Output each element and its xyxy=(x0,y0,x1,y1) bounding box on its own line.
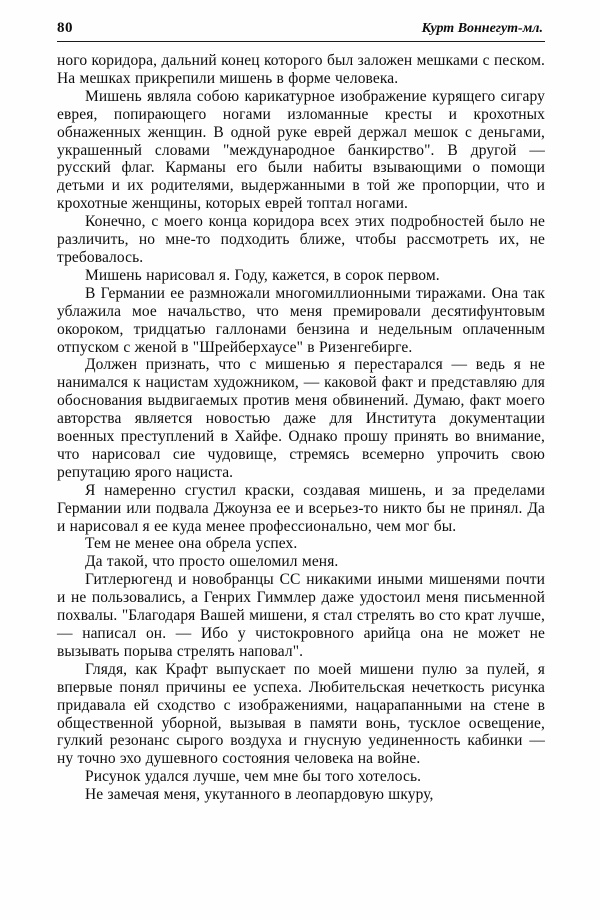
paragraph: В Германии ее размножали многомиллионными тиражами. Она так ублажила мое начальство, что меня премировали десятифунтовым окороком, тридцатью галлонами бензина и недельным оплаченным отпуском с женой в "Шрейберхаусе" в Ризенгебирге. xyxy=(57,284,545,356)
paragraph: Да такой, что просто ошеломил меня. xyxy=(85,553,339,571)
page-number: 80 xyxy=(57,20,73,36)
page-header xyxy=(57,20,545,37)
paragraph: Глядя, как Крафт выпускает по моей мишени пулю за пулей, я впервые понял причины ее успеха. Любительская нечеткость рисунка придавала ей сходство с изображениями, нацарапанными на стене в общественной уборной, вызывая в памяти вонь, тусклое освещение, гулкий резонанс сырого воздуха и гнусную уединенность кабинки — ну точно эхо душевного состояния человека на войне. xyxy=(57,660,545,768)
paragraph: Я намеренно сгустил краски, создавая мишень, и за пределами Германии или подвала Джоунза ее и всерьез-то никто бы не принял. Да и нарисовал я ее куда менее профессионально, чем мог бы. xyxy=(57,481,545,535)
header-rule xyxy=(57,41,545,42)
running-title: Курт Воннегут-мл. xyxy=(421,21,543,36)
paragraph: Тем не менее она обрела успех. xyxy=(85,535,298,553)
paragraph: Мишень являла собою карикатурное изображение курящего сигару еврея, попирающего ногами изломанные кресты и крохотных обнаженных женщин. В одной руке еврей держал мешок с деньгами, украшенный словами "международное банкирство". В другой — русский флаг. Карманы его были набиты взывающими о помощи детьми и их родителями, выдержанными в той же пропорции, что и крохотные женщины, которых еврей топтал ногами. xyxy=(57,87,545,213)
paragraph: Конечно, с моего конца коридора всех этих подробностей было не различить, но мне-то подходить ближе, чтобы рассмотреть их, не требовалось. xyxy=(57,213,545,266)
body-text xyxy=(57,52,545,804)
paragraph: Мишень нарисовал я. Году, кажется, в сорок первом. xyxy=(85,266,440,284)
paragraph: Рисунок удался лучше, чем мне бы того хотелось. xyxy=(85,768,422,786)
paragraph: ного коридора, дальний конец которого был заложен мешками с песком. На мешках прикрепили мишень в форме человека. xyxy=(57,52,545,87)
paragraph: Гитлерюгенд и новобранцы СС никакими иными мишенями почти и не пользовались, а Генрих Гиммлер даже удостоил меня письменной похвалы. "Благодаря Вашей мишени, я стал стрелять во сто крат лучше, — написал он. — Ибо у чистокровного арийца она не может не вызывать порыва стрелять наповал". xyxy=(57,571,545,660)
paragraph: Не замечая меня, укутанного в леопардовую шкуру, xyxy=(85,786,434,804)
paragraph: Должен признать, что с мишенью я перестарался — ведь я не нанимался к нацистам художником, — каковой факт и представляю для обоснования выдвигаемых против меня обвинений. Думаю, факт моего авторства является новостью даже для Института документации военных преступлений в Хайфе. Однако прошу принять во внимание, что нарисовал сие чудовище, стремясь всемерно упрочить свою репутацию ярого нациста. xyxy=(57,356,545,481)
